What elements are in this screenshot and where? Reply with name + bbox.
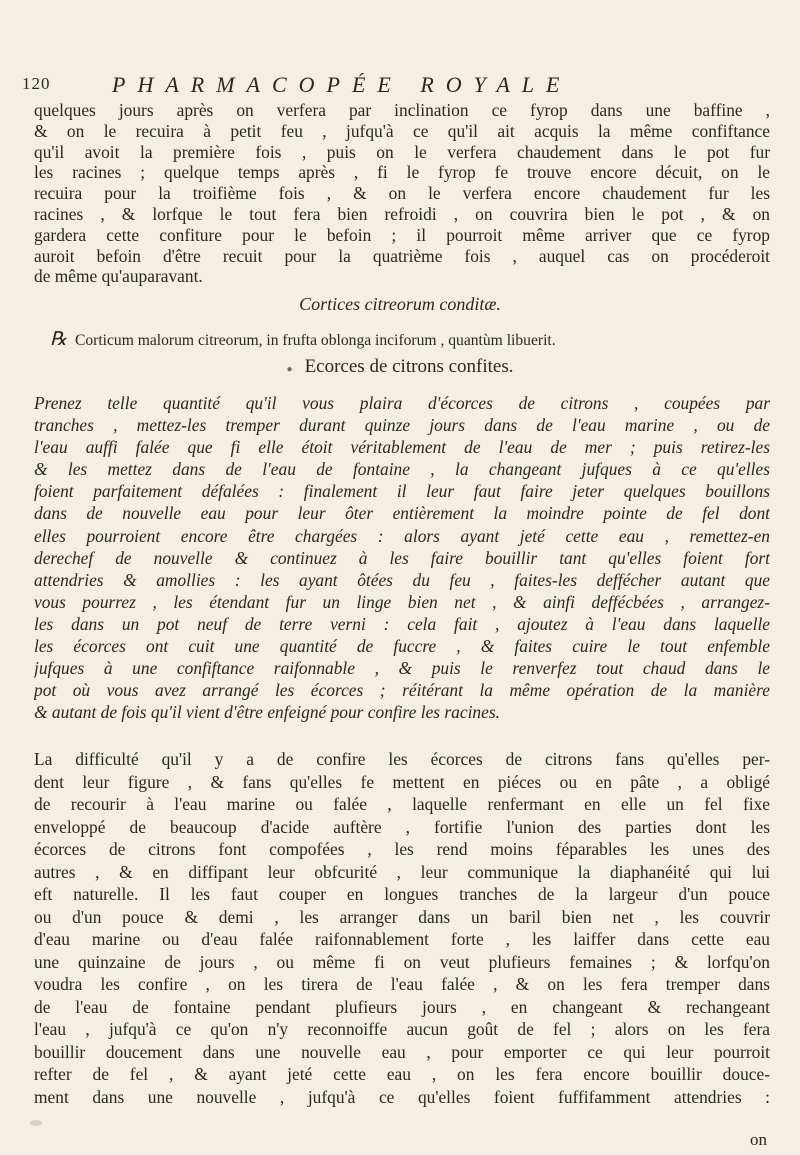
text-line: écorces de citrons font compofées , les rend moins féparables les unes des bbox=[34, 839, 770, 859]
text-line: & on le recuira à petit feu , jufqu'à ce qu'il ait acquis la même confiftance bbox=[34, 120, 770, 141]
text-line: enveloppé de beaucoup d'acide auftère , fortifie l'union des parties dont les bbox=[34, 816, 770, 837]
text-line: autres , & en diffipant leur obfcurité , leur communique la diaphanéité qui lui bbox=[34, 861, 770, 882]
text-line: l'eau , jufqu'à ce qu'on n'y reconnoiffe aucun goût de fel ; alors on les fera bbox=[34, 1019, 770, 1039]
text-line: gardera cette confiture pour le befoin ; il pourroit même arriver que ce fyrop bbox=[34, 224, 770, 245]
text-line: auroit befoin d'être recuit pour la quatrième fois , auquel cas on procéderoit bbox=[34, 245, 770, 266]
text-line: & les mettez dans de l'eau de fontaine , la changeant jufques à ce qu'elles bbox=[34, 459, 770, 480]
latin-recipe bbox=[50, 328, 780, 351]
text-line: eft naturelle. Il les faut couper en longues tranches de la largeur d'un pouce bbox=[34, 884, 770, 904]
text-line: qu'il avoit la première fois , puis on le verfera chaudement dans le pot fur bbox=[34, 141, 770, 162]
latin-recipe-text: Corticum malorum citreorum, in frufta oblonga inciforum , quantùm libuerit. bbox=[74, 332, 556, 349]
text-line: les racines ; quelque temps après , fi le fyrop fe trouve encore décuit, on le bbox=[34, 162, 770, 183]
bullet-ornament-icon: ● bbox=[286, 364, 293, 375]
text-line: vous pourrez , les étendant fur un linge bien net , & ainfi deffécbées , arrangez- bbox=[34, 591, 770, 612]
latin-heading: Cortices citreorum conditæ. bbox=[299, 294, 501, 314]
text-line: voudra les confire , on les tirera de l'eau falée , & on les fera tremper dans bbox=[34, 974, 770, 994]
text-line: d'eau marine ou d'eau falée raifonnablement forte , les laiffer dans cette eau bbox=[34, 929, 770, 949]
text-line: jufques à une confiftance raifonnable , & puis le renverfez tout chaud dans le bbox=[34, 658, 770, 679]
text-line: dans de nouvelle eau pour leur ôter entièrement la moindre pointe de fel dont bbox=[34, 503, 770, 524]
text-line: & autant de fois qu'il vient d'être enfeigné pour confire les racines. bbox=[34, 702, 500, 723]
french-heading bbox=[0, 356, 800, 378]
text-line: dent leur figure , & fans qu'elles fe mettent en piéces ou en pâte , a obligé bbox=[34, 771, 770, 792]
text-line: refter de fel , & ayant jeté cette eau , on les fera encore bouillir douce- bbox=[34, 1064, 770, 1084]
commentary-paragraph bbox=[34, 748, 770, 1108]
page-number: 120 bbox=[22, 74, 51, 93]
text-line: attendries & amollies : les ayant ôtées du feu , faites-les deffécher autant que bbox=[34, 569, 770, 590]
text-line: pot où vous avez arrangé les écorces ; réitérant la même opération de la manière bbox=[34, 680, 770, 701]
text-line: les écorces ont cuit une quantité de fuccre , & faites cuire le tout enfemble bbox=[34, 636, 770, 657]
text-line: elles pourroient encore être chargées : alors ayant jeté cette eau , remettez-en bbox=[34, 525, 770, 546]
text-line: de recourir à l'eau marine ou falée , laquelle renfermant en elle un fel fixe bbox=[34, 794, 770, 814]
text-line: l'eau auffi falée que fi elle étoit véritablement de l'eau de mer ; puis retirez-les bbox=[34, 437, 770, 458]
running-title: PHARMACOPÉE ROYALE bbox=[112, 72, 572, 97]
text-line: recuira pour la troifième fois , & on le verfera encore chaudement fur les bbox=[34, 183, 770, 204]
text-line: de même qu'auparavant. bbox=[34, 266, 203, 287]
text-line: quelques jours après on verfera par inclination ce fyrop dans une baffine , bbox=[34, 100, 770, 120]
recipe-symbol: ℞ bbox=[50, 329, 68, 350]
page-header bbox=[22, 74, 782, 98]
intro-paragraph bbox=[34, 100, 770, 287]
text-line: ment dans une nouvelle , jufqu'à ce qu'elles foient fuffifamment attendries : bbox=[34, 1086, 770, 1107]
text-line: Prenez telle quantité qu'il vous plaira d'écorces de citrons , coupées par bbox=[34, 393, 770, 413]
text-line: La difficulté qu'il y a de confire les écorces de citrons fans qu'elles per- bbox=[34, 749, 770, 769]
instructions-paragraph bbox=[34, 392, 770, 723]
text-line: racines , & lorfque le tout fera bien refroidi , on couvrira bien le pot , & on bbox=[34, 203, 770, 224]
text-line: derechef de nouvelle & continuez à les faire bouillir tant qu'elles foient fort bbox=[34, 547, 770, 568]
text-line: foient parfaitement défalées : finalement il leur faut faire jeter quelques bouillons bbox=[34, 481, 770, 502]
text-line: ou d'un pouce & demi , les arranger dans un baril bien net , les couvrir bbox=[34, 906, 770, 927]
french-heading-text: Ecorces de citrons confites. bbox=[304, 356, 514, 377]
text-line: bouillir doucement dans une nouvelle eau , pour emporter ce qui leur pourroit bbox=[34, 1041, 770, 1062]
text-line: de l'eau de fontaine pendant plufieurs jours , en changeant & rechangeant bbox=[34, 996, 770, 1017]
text-line: les dans un pot neuf de terre verni : cela fait , ajoutez à l'eau dans laquelle bbox=[34, 613, 770, 634]
catchword: on bbox=[750, 1130, 767, 1149]
text-line: une quinzaine de jours , ou même fi on veut plufieurs femaines ; & lorfqu'on bbox=[34, 951, 770, 972]
text-line: tranches , mettez-les tremper durant quinze jours dans de l'eau marine , ou de bbox=[34, 415, 770, 436]
paper-stain bbox=[30, 1120, 42, 1126]
